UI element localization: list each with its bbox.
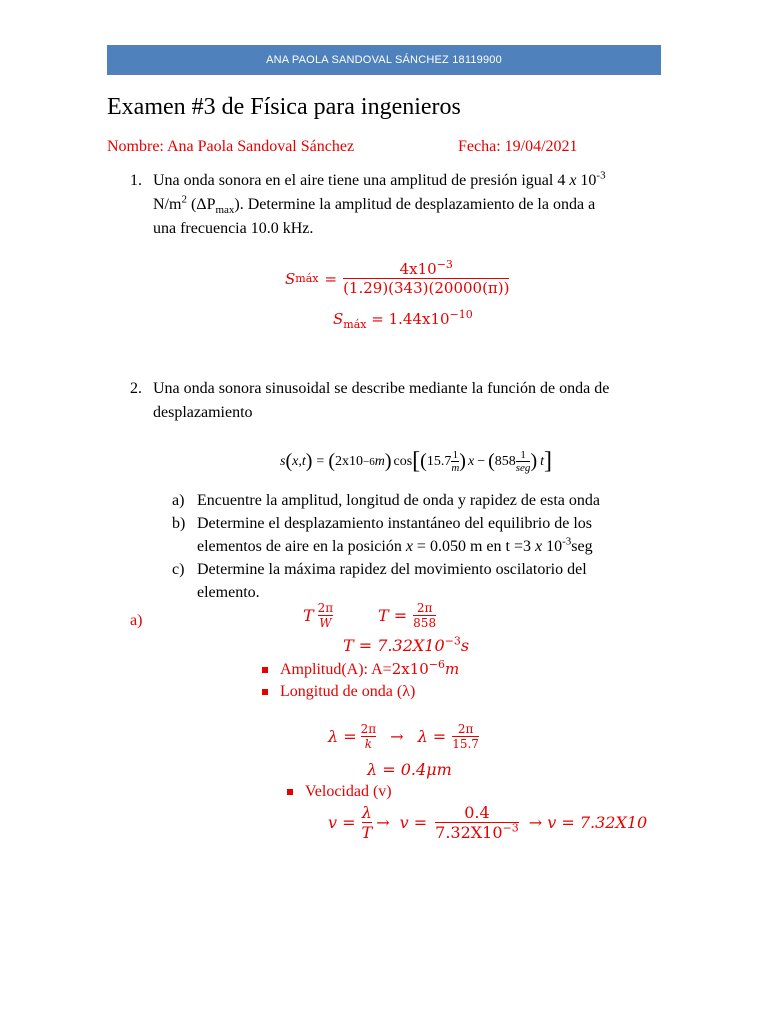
item-b-line-2: elementos de aire en la posición x = 0.050 m en t =3 x $10^{-3}seg$ [197, 535, 593, 555]
q1-answer-equation: S máx = $\frac{4x10^{-3}}{(1.29)(343)(20000(\pi))}$ [285, 258, 510, 297]
item-b-text: Determine el desplazamiento instantáneo del equilibrio de los [197, 515, 592, 532]
period-formula-1: T $\frac{2\pi}{W}$ [303, 601, 334, 630]
bullet-icon [262, 667, 268, 673]
q1-answer-result: $S_{máx} = 1.44x10^{-10}$ [333, 308, 473, 331]
wave-function-formula: s ( x,t ) = ( 2x10 −6 m ) cos [ ( 15.7 $\frac{1}{m}$ ) x − ( 858 $\frac{1}{\text{seg}}$ ) t ] [280, 448, 552, 474]
item-a-text: Encuentre la amplitud, longitud de onda y rapidez de esta onda [197, 492, 600, 509]
bullet-icon [287, 789, 293, 795]
item-b-label: b) [172, 515, 186, 532]
item-c-text: Determine la máxima rapidez del movimiento oscilatorio del [197, 561, 587, 578]
question-2-number: 2. [130, 380, 142, 397]
period-result: $T = 7.32X10^{-3}s$ [343, 634, 470, 655]
question-1-line-2: $N/m^2$ $(\Delta P_{max})$. Determine la amplitud de desplazamiento de la onda a [153, 193, 596, 217]
question-1-line-3: una frecuencia 10.0 kHz. [153, 220, 314, 237]
velocity-formula: v = $\frac{\lambda}{T}$ → v = $\frac{0.4}{7.32X10^{-3}}$ → v = 7.32X10 [328, 803, 648, 842]
exam-date: Fecha: 19/04/2021 [458, 138, 578, 155]
item-a-label: a) [172, 492, 185, 509]
answer-a-label: a) [130, 612, 143, 629]
page-title: Examen #3 de Física para ingenieros [107, 94, 461, 120]
wavelength-bullet: Longitud de onda (λ) [262, 680, 415, 704]
period-formula-2: T = $\frac{2\pi}{858}$ [378, 601, 437, 630]
question-1-line-1: Una onda sonora en el aire tiene una amplitud de presión igual 4 x $10^{-3}$ [153, 169, 606, 189]
question-2-line-1: Una onda sonora sinusoidal se describe mediante la función de onda de [153, 380, 610, 397]
amplitude-bullet: Amplitud(A): $A=2x10^{-6}m$ [262, 657, 459, 682]
question-2-line-2: desplazamiento [153, 404, 253, 421]
header-band [107, 45, 661, 75]
student-name: Nombre: Ana Paola Sandoval Sánchez [107, 138, 355, 155]
question-1-number: 1. [130, 172, 142, 189]
velocity-bullet: Velocidad (v) [287, 780, 392, 804]
wavelength-result: λ = 0.4μm [367, 760, 452, 779]
bullet-icon [262, 689, 268, 695]
item-c-line-2: elemento. [197, 584, 260, 601]
header-band-text: ANA PAOLA SANDOVAL SÁNCHEZ 18119900 [266, 54, 502, 66]
wavelength-formula: λ = $\frac{2\pi}{k}$ → λ = $\frac{2\pi}{15.7}$ [328, 722, 479, 751]
item-c-label: c) [172, 561, 185, 578]
